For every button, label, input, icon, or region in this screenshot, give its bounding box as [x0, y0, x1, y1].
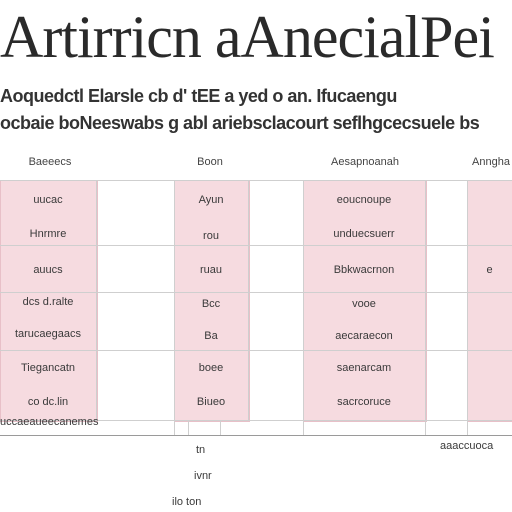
table-footnote: tn: [196, 444, 206, 456]
table-cell: eoucnoupe: [336, 194, 392, 206]
grid-line: [0, 180, 512, 181]
table-cell: unduecsuerr: [333, 228, 395, 240]
table-footnote: aaaccuoca: [440, 440, 494, 452]
table-cell: co dc.lin: [27, 396, 69, 408]
column-header: Anngha: [472, 156, 510, 168]
table-cell: Hnrmre: [29, 228, 67, 240]
table-cell: e: [486, 264, 493, 276]
grid-line: [0, 292, 512, 293]
grid-line: [188, 420, 189, 435]
table-cell: ruau: [199, 264, 223, 276]
table-cell: vooe: [352, 298, 376, 310]
table-cell: Tiegancatn: [20, 362, 76, 374]
table-cell: saenarcam: [336, 362, 392, 374]
table-cell: Bcc: [201, 298, 221, 310]
grid-line: [220, 420, 221, 435]
table-cell: aecaraecon: [335, 330, 393, 342]
table-footnote: ilo ton: [172, 496, 202, 508]
grid-line: [425, 180, 426, 435]
table-cell: rou: [203, 230, 219, 242]
grid-line: [96, 180, 97, 420]
page-title: Artirricn aAnecialPei: [0, 6, 494, 68]
table-footnote: uccaeaueecanemes: [0, 416, 99, 428]
column-header: Baeeecs: [28, 156, 72, 168]
highlight-column: [467, 180, 512, 422]
table-cell: Biueo: [196, 396, 226, 408]
grid-line: [0, 245, 512, 246]
table-cell: Ayun: [198, 194, 224, 206]
table-cell: Bbkwacrnon: [333, 264, 395, 276]
subtitle-line-2: ocbaie boNeeswabs g abl ariebsclacourt seflhgcecsuele bs: [0, 113, 480, 133]
grid-line: [0, 350, 512, 351]
table-cell: sacrcoruce: [337, 396, 391, 408]
column-header: Boon: [197, 156, 223, 168]
table-cell: auucs: [33, 264, 63, 276]
table-cell: tarucaegaacs: [14, 328, 82, 340]
grid-line: [248, 180, 249, 420]
column-header: Aesapnoanah: [331, 156, 399, 168]
table-cell: uucac: [33, 194, 63, 206]
grid-line: [467, 180, 468, 435]
subtitle-line-1: Aoquedctl Elarsle cb d' tEE a yed o an. Ifucaengu: [0, 86, 397, 106]
comparison-table: [0, 150, 512, 510]
table-bottom-rule: [0, 435, 512, 436]
table-cell: boee: [198, 362, 224, 374]
table-cell: Ba: [204, 330, 218, 342]
table-cell: dcs d.ralte: [22, 296, 74, 308]
table-footnote: ivnr: [194, 470, 212, 482]
